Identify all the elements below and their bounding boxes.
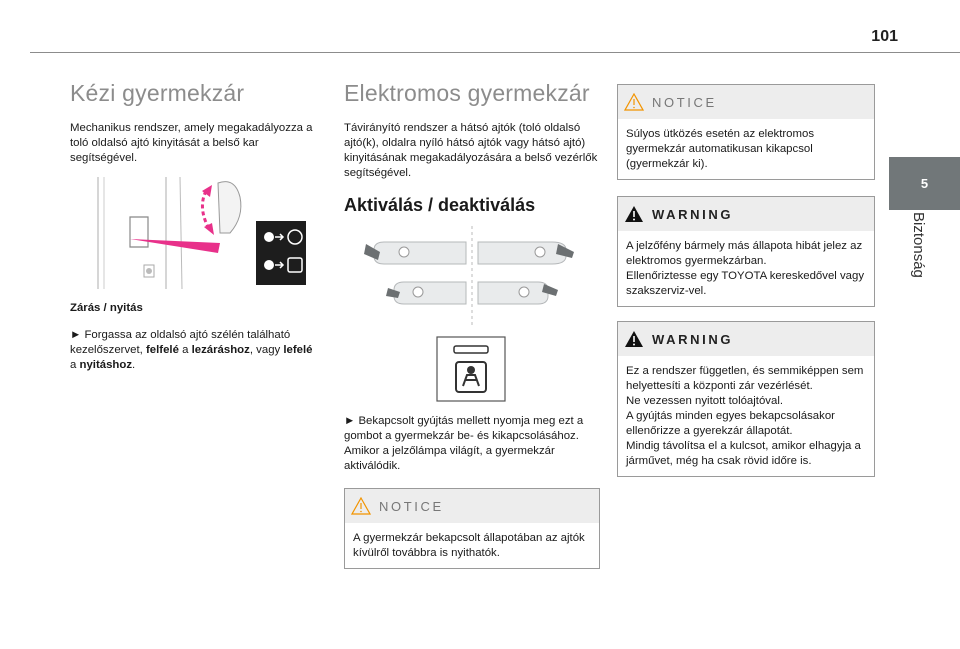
electric-lock-title: Elektromos gyermekzár: [344, 80, 590, 106]
section-tab[interactable]: 5: [889, 157, 960, 210]
activation-subtitle: Aktiválás / deaktiválás: [344, 195, 536, 215]
child-lock-button-icon: [436, 336, 506, 402]
door-configuration-illustration: [344, 226, 600, 326]
electric-lock-step2: Amikor a jelzőlámpa világít, a gyermekzár aktiválódik.: [344, 445, 555, 472]
manual-lock-illustration: [70, 177, 322, 289]
notice-label: NOTICE: [379, 498, 444, 514]
section-title: Biztonság: [910, 212, 927, 278]
electric-lock-intro: Távirányító rendszer a hátsó ajtók (toló oldalsó ajtó(k), oldalra nyíló hátsó ajtók vagy hátsó ajtó) kinyitásának megakadályozására a belső vezérlők segítségével.: [344, 122, 598, 179]
notice-text: Súlyos ütközés esetén az elektromos gyermekzár automatikusan kikapcsol (gyermekzár ki).: [626, 128, 815, 170]
notice-triangle-icon: [624, 93, 644, 111]
van-top-left: [374, 242, 466, 264]
page-number: 101: [871, 28, 898, 45]
warning-text: Ez a rendszer független, és semmiképpen sem helyettesíti a központi zár vezérlését. Ne vezessen nyitott tolóajtóval. A gyújtás minden egyes bekapcsolásakor ellenőrizze a gyerekzár állapotát. Mindig távolítsa el a kulcsot, amikor elhagyja a járművet, még ha csak rövid időre is.: [626, 365, 864, 467]
warning-label: WARNING: [652, 206, 734, 222]
electric-lock-column: [344, 80, 600, 569]
notices-column: [617, 84, 875, 477]
manual-lock-subtitle: Zárás / nyitás: [70, 302, 143, 314]
notice-box-exterior: [344, 488, 600, 569]
electric-lock-step: ► Bekapcsolt gyújtás mellett nyomja meg ezt a gombot a gyermekzár be- és kikapcsolásához.: [344, 415, 584, 442]
header-rule: [30, 52, 960, 53]
manual-lock-title: Kézi gyermekzár: [70, 80, 245, 106]
warning-box-indicator: [617, 196, 875, 307]
warning-text: A jelzőfény bármely más állapota hibát jelez az elektromos gyermekzárban. Ellenőriztesse egy TOYOTA kereskedővel vagy szakszerviz-vel.: [626, 240, 865, 297]
warning-triangle-icon: [624, 330, 644, 348]
notice-label: NOTICE: [652, 94, 717, 110]
warning-triangle-icon: [624, 205, 644, 223]
manual-lock-column: [70, 80, 322, 373]
warning-label: WARNING: [652, 331, 734, 347]
warning-box-system: [617, 321, 875, 477]
notice-text: A gyermekzár bekapcsolt állapotában az ajtók kívülről továbbra is nyithatók.: [353, 532, 585, 559]
manual-lock-step: ► Forgassa az oldalsó ajtó szélén található kezelőszervet, felfelé a lezáráshoz, vagy lefelé a nyitáshoz.: [70, 329, 313, 371]
notice-triangle-icon: [351, 497, 371, 515]
manual-lock-intro: Mechanikus rendszer, amely megakadályozza a toló oldalsó ajtó kinyitását a belső kar segítségével.: [70, 122, 313, 164]
notice-box-collision: [617, 84, 875, 180]
